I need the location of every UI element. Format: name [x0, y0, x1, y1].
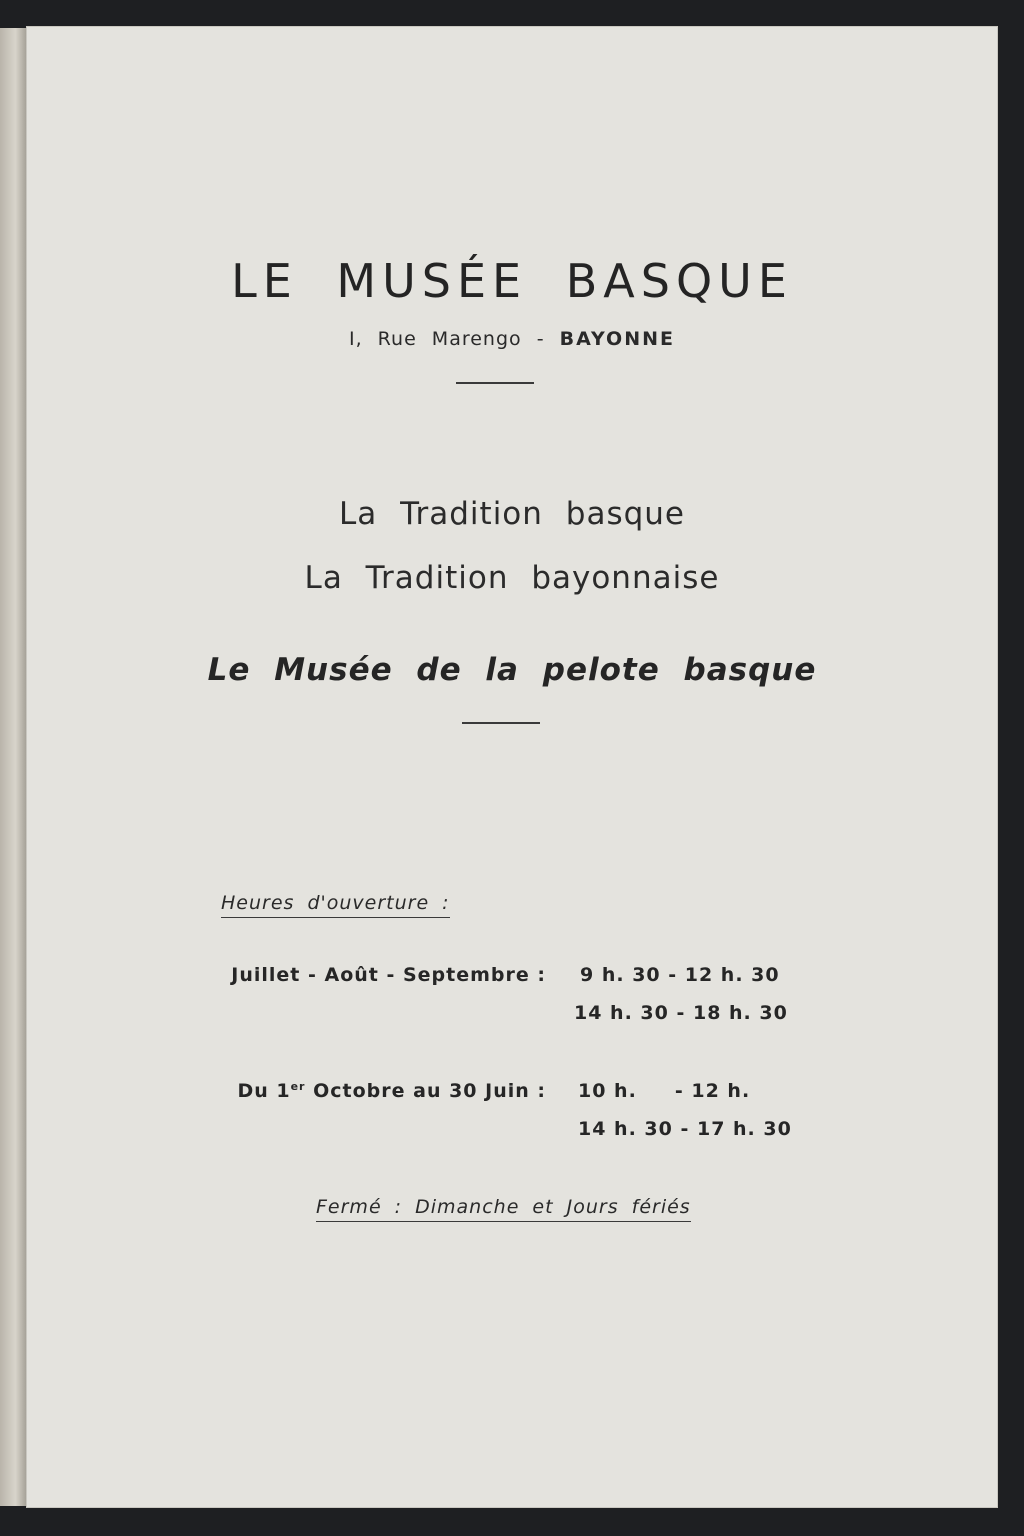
divider-rule-middle: [462, 722, 540, 724]
divider-rule-top: [456, 382, 534, 384]
theme-tradition-bayonnaise: La Tradition bayonnaise: [304, 560, 720, 596]
winter-period-suffix: Octobre au 30 Juin :: [305, 1080, 546, 1102]
winter-afternoon-hours: 14 h. 30 - 17 h. 30: [578, 1118, 792, 1140]
winter-period-superscript: er: [290, 1080, 306, 1093]
theme-pelote-museum: Le Musée de la pelote basque: [207, 652, 817, 688]
address-separator: -: [536, 328, 545, 350]
museum-address: [26, 328, 998, 350]
winter-period-prefix: Du 1: [237, 1080, 291, 1102]
left-page-edge: [0, 28, 28, 1506]
address-city: BAYONNE: [559, 328, 675, 350]
summer-period-label: Juillet - Août - Septembre :: [231, 964, 546, 986]
brochure-page: [26, 26, 998, 1508]
summer-afternoon-hours: 14 h. 30 - 18 h. 30: [574, 1002, 788, 1024]
theme-tradition-basque: La Tradition basque: [339, 496, 685, 532]
winter-period-label: [237, 1080, 546, 1102]
opening-hours-heading: Heures d'ouverture :: [221, 892, 450, 918]
summer-morning-hours: 9 h. 30 - 12 h. 30: [580, 964, 780, 986]
address-street: I, Rue Marengo: [349, 328, 522, 350]
winter-morning-hours: 10 h. - 12 h.: [578, 1080, 751, 1102]
museum-title: LE MUSÉE BASQUE: [231, 254, 793, 308]
closed-days-note: Fermé : Dimanche et Jours fériés: [316, 1196, 691, 1222]
